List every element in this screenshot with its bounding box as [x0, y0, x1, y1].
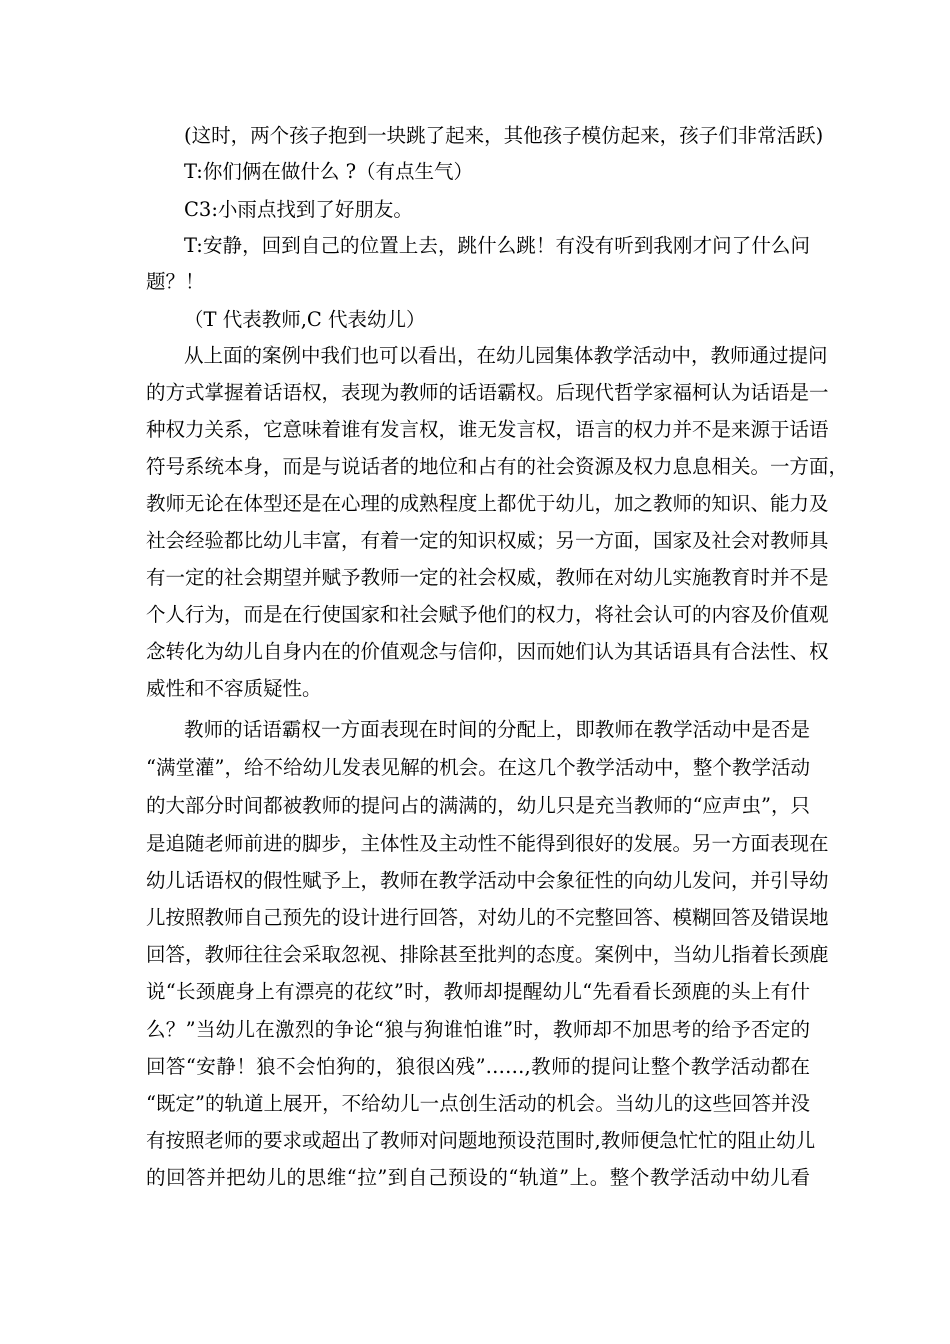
paragraph-2-line: 是追随老师前进的脚步，主体性及主动性不能得到很好的发展。另一方面表现在 — [146, 832, 829, 855]
paragraph-2-line: 么？”当幼儿在激烈的争论“狼与狗谁怕谁”时，教师却不加思考的给予否定的 — [146, 1018, 810, 1041]
paragraph-2-line: 说“长颈鹿身上有漂亮的花纹”时，教师却提醒幼儿“先看看长颈鹿的头上有什 — [146, 980, 810, 1003]
paragraph-2-line: 回答，教师往往会采取忽视、排除甚至批判的态度。案例中，当幼儿指着长颈鹿 — [146, 943, 829, 966]
paragraph-2-line: 的回答并把幼儿的思维“拉”到自己预设的“轨道”上。整个教学活动中幼儿看 — [146, 1166, 810, 1189]
dialogue-line-teacher-2: T:安静，回到自己的位置上去，跳什么跳！有没有听到我刚才问了什么问 — [184, 234, 810, 257]
paragraph-2-line: 的大部分时间都被教师的提问占的满满的，幼儿只是充当教师的“应声虫”，只 — [146, 794, 810, 817]
paragraph-2-line: 幼儿话语权的假性赋予上，教师在教学活动中会象征性的向幼儿发问，并引导幼 — [146, 869, 829, 892]
paragraph-1-line: 的方式掌握着话语权，表现为教师的话语霸权。后现代哲学家福柯认为话语是一 — [146, 381, 829, 404]
dialogue-line-teacher-1: T:你们俩在做什么 ?（有点生气） — [184, 160, 474, 183]
paragraph-2-line: “满堂灌”，给不给幼儿发表见解的机会。在这几个教学活动中，整个教学活动 — [146, 756, 810, 779]
paragraph-2-line: 教师的话语霸权一方面表现在时间的分配上，即教师在教学活动中是否是 — [184, 718, 810, 741]
paragraph-2-line: “既定”的轨道上展开，不给幼儿一点创生活动的机会。当幼儿的这些回答并没 — [146, 1092, 810, 1115]
paragraph-1-line: 威性和不容质疑性。 — [146, 677, 322, 700]
paragraph-2-line: 儿按照教师自己预先的设计进行回答，对幼儿的不完整回答、模糊回答及错误地 — [146, 906, 829, 929]
paragraph-1-line: 教师无论在体型还是在心理的成熟程度上都优于幼儿，加之教师的知识、能力及 — [146, 492, 829, 515]
paragraph-1-line: 有一定的社会期望并赋予教师一定的社会权威，教师在对幼儿实施教育时并不是 — [146, 566, 829, 589]
paragraph-1-line: 符号系统本身，而是与说话者的地位和占有的社会资源及权力息息相关。一方面， — [146, 455, 849, 478]
dialogue-line-teacher-2-cont: 题？！ — [146, 270, 205, 293]
paragraph-2-line: 回答“安静！狼不会怕狗的，狼很凶残”……,教师的提问让整个教学活动都在 — [146, 1055, 810, 1078]
paragraph-2-line: 有按照老师的要求或超出了教师对问题地预设范围时,教师便急忙忙的阻止幼儿 — [146, 1129, 816, 1152]
paragraph-1-line: 从上面的案例中我们也可以看出，在幼儿园集体教学活动中，教师通过提问 — [184, 344, 828, 367]
paragraph-1-line: 念转化为幼儿自身内在的价值观念与信仰，因而她们认为其话语具有合法性、权 — [146, 640, 829, 663]
paragraph-1-line: 社会经验都比幼儿丰富，有着一定的知识权威；另一方面，国家及社会对教师具 — [146, 529, 829, 552]
dialogue-legend-note: （T 代表教师,C 代表幼儿） — [184, 308, 426, 331]
paragraph-1-line: 个人行为，而是在行使国家和社会赋予他们的权力，将社会认可的内容及价值观 — [146, 603, 829, 626]
dialogue-line-child-3: C3:小雨点找到了好朋友。 — [184, 198, 413, 221]
dialogue-line-narration: (这时，两个孩子抱到一块跳了起来，其他孩子模仿起来，孩子们非常活跃) — [184, 124, 824, 147]
paragraph-1-line: 种权力关系，它意味着谁有发言权，谁无发言权，语言的权力并不是来源于话语 — [146, 418, 829, 441]
